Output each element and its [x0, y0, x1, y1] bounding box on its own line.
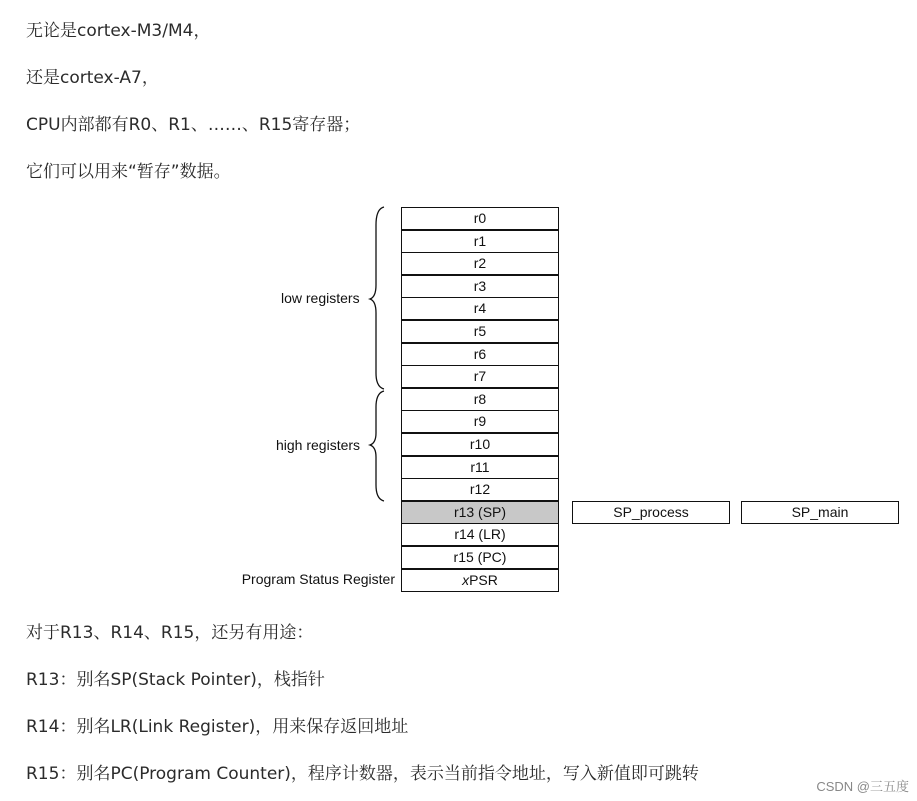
high-registers-brace [370, 391, 384, 501]
low-registers-label: low registers [281, 290, 360, 306]
program-status-register-label: Program Status Register [241, 571, 395, 587]
register-r6: r6 [401, 343, 559, 366]
register-r2: r2 [401, 252, 559, 275]
intro-line-4: 它们可以用来“暂存”数据。 [26, 162, 231, 182]
register-r5: r5 [401, 320, 559, 343]
bottom-line-3: R14：别名LR(Link Register)，用来保存返回地址 [26, 717, 409, 737]
register-r13: r13 (SP) [401, 501, 559, 524]
register-r14: r14 (LR) [401, 523, 559, 546]
watermark: CSDN @三五度 [816, 779, 909, 794]
xpsr-suffix: PSR [469, 572, 498, 588]
register-r4: r4 [401, 297, 559, 320]
intro-line-1: 无论是cortex-M3/M4， [26, 21, 211, 41]
register-r0: r0 [401, 207, 559, 230]
register-r3: r3 [401, 275, 559, 298]
bottom-line-2: R13：别名SP(Stack Pointer)，栈指针 [26, 670, 325, 690]
high-registers-label: high registers [276, 437, 361, 453]
xpsr-prefix: x [462, 572, 470, 588]
bottom-line-1: 对于R13、R14、R15，还另有用途： [26, 623, 314, 643]
sp-main-box: SP_main [741, 501, 899, 524]
register-r8: r8 [401, 388, 559, 411]
brace-icons [370, 205, 400, 505]
sp-process-box: SP_process [572, 501, 730, 524]
register-r9: r9 [401, 410, 559, 433]
register-r15: r15 (PC) [401, 546, 559, 569]
register-xpsr [401, 569, 559, 592]
register-r1: r1 [401, 230, 559, 253]
intro-line-3: CPU内部都有R0、R1、……、R15寄存器； [26, 115, 361, 135]
register-r11: r11 [401, 456, 559, 479]
register-r12: r12 [401, 478, 559, 501]
register-r10: r10 [401, 433, 559, 456]
intro-line-2: 还是cortex-A7， [26, 68, 159, 88]
register-r7: r7 [401, 365, 559, 388]
bottom-line-4: R15：别名PC(Program Counter)，程序计数器，表示当前指令地址，写入新值即可跳转 [26, 764, 699, 784]
low-registers-brace [370, 207, 384, 389]
